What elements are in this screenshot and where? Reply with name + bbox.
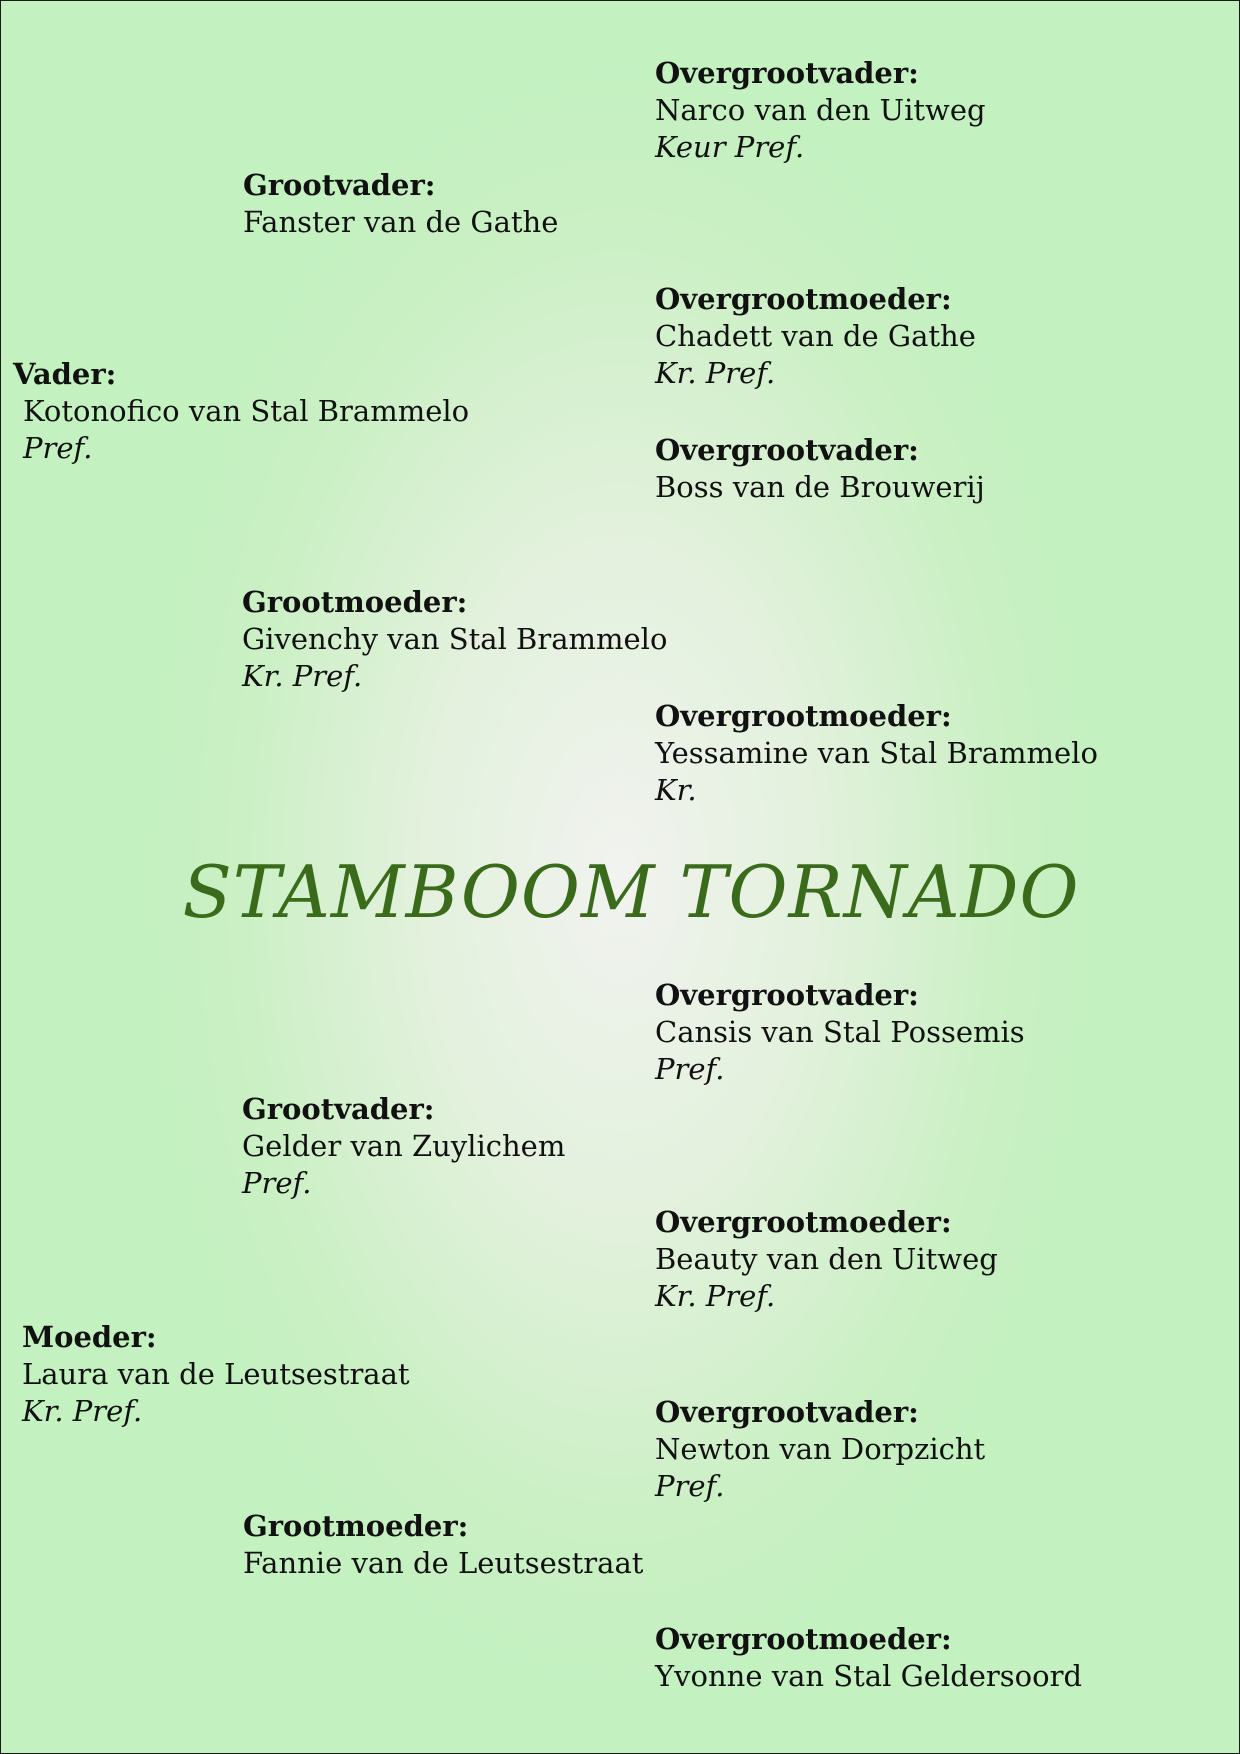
- horse-name: Fannie van de Leutsestraat: [243, 1546, 644, 1580]
- role-label: Overgrootvader:: [655, 978, 919, 1012]
- mother-great-grandmother-2: [655, 1621, 1082, 1695]
- predicate: Kr. Pref.: [242, 659, 363, 693]
- role-label: Moeder:: [22, 1320, 157, 1354]
- role-label: Overgrootvader:: [655, 1395, 919, 1429]
- predicate: Kr. Pref.: [655, 1279, 776, 1313]
- mother-great-grandfather-2: [655, 1394, 985, 1505]
- horse-name: Fanster van de Gathe: [243, 205, 559, 239]
- father-great-grandmother-2: [655, 698, 1098, 809]
- predicate: Keur Pref.: [655, 130, 805, 164]
- horse-name: Beauty van den Uitweg: [655, 1242, 998, 1276]
- horse-name: Yessamine van Stal Brammelo: [655, 736, 1098, 770]
- role-label: Overgrootmoeder:: [655, 282, 952, 316]
- horse-name: Boss van de Brouwerij: [655, 470, 985, 504]
- mother-great-grandmother-1: [655, 1204, 998, 1315]
- predicate: Pref.: [655, 1469, 725, 1503]
- role-label: Overgrootmoeder:: [655, 1622, 952, 1656]
- horse-name: Newton van Dorpzicht: [655, 1432, 986, 1466]
- mother-grandfather: [242, 1091, 565, 1202]
- horse-name: Kotonofico van Stal Brammelo: [23, 394, 470, 428]
- role-label: Overgrootmoeder:: [655, 699, 952, 733]
- predicate: Pref.: [655, 1052, 725, 1086]
- mother: [22, 1319, 410, 1430]
- role-label: Grootvader:: [243, 168, 436, 202]
- predicate: Kr. Pref.: [655, 356, 776, 390]
- predicate: Pref.: [242, 1166, 312, 1200]
- father-grandmother: [242, 584, 667, 695]
- father-great-grandfather-1: [655, 55, 986, 166]
- horse-name: Chadett van de Gathe: [655, 319, 976, 353]
- role-label: Vader:: [13, 357, 117, 391]
- role-label: Grootmoeder:: [243, 1509, 469, 1543]
- mother-great-grandfather-1: [655, 977, 1025, 1088]
- horse-name: Gelder van Zuylichem: [242, 1129, 566, 1163]
- role-label: Grootmoeder:: [242, 585, 468, 619]
- father-grandfather: [243, 167, 558, 241]
- horse-name: Yvonne van Stal Geldersoord: [655, 1659, 1083, 1693]
- role-label: Overgrootvader:: [655, 433, 919, 467]
- role-label: Overgrootvader:: [655, 56, 919, 90]
- predicate: Kr. Pref.: [22, 1394, 143, 1428]
- predicate: Kr.: [655, 773, 697, 807]
- father: [13, 356, 469, 467]
- role-label: Grootvader:: [242, 1092, 435, 1126]
- father-great-grandmother-1: [655, 281, 976, 392]
- pedigree-title: STAMBOOM TORNADO: [182, 850, 1080, 934]
- father-great-grandfather-2: [655, 432, 985, 506]
- mother-grandmother: [243, 1508, 643, 1582]
- horse-name: Narco van den Uitweg: [655, 93, 986, 127]
- horse-name: Givenchy van Stal Brammelo: [242, 622, 668, 656]
- horse-name: Laura van de Leutsestraat: [22, 1357, 410, 1391]
- predicate: Pref.: [23, 431, 93, 465]
- role-label: Overgrootmoeder:: [655, 1205, 952, 1239]
- horse-name: Cansis van Stal Possemis: [655, 1015, 1025, 1049]
